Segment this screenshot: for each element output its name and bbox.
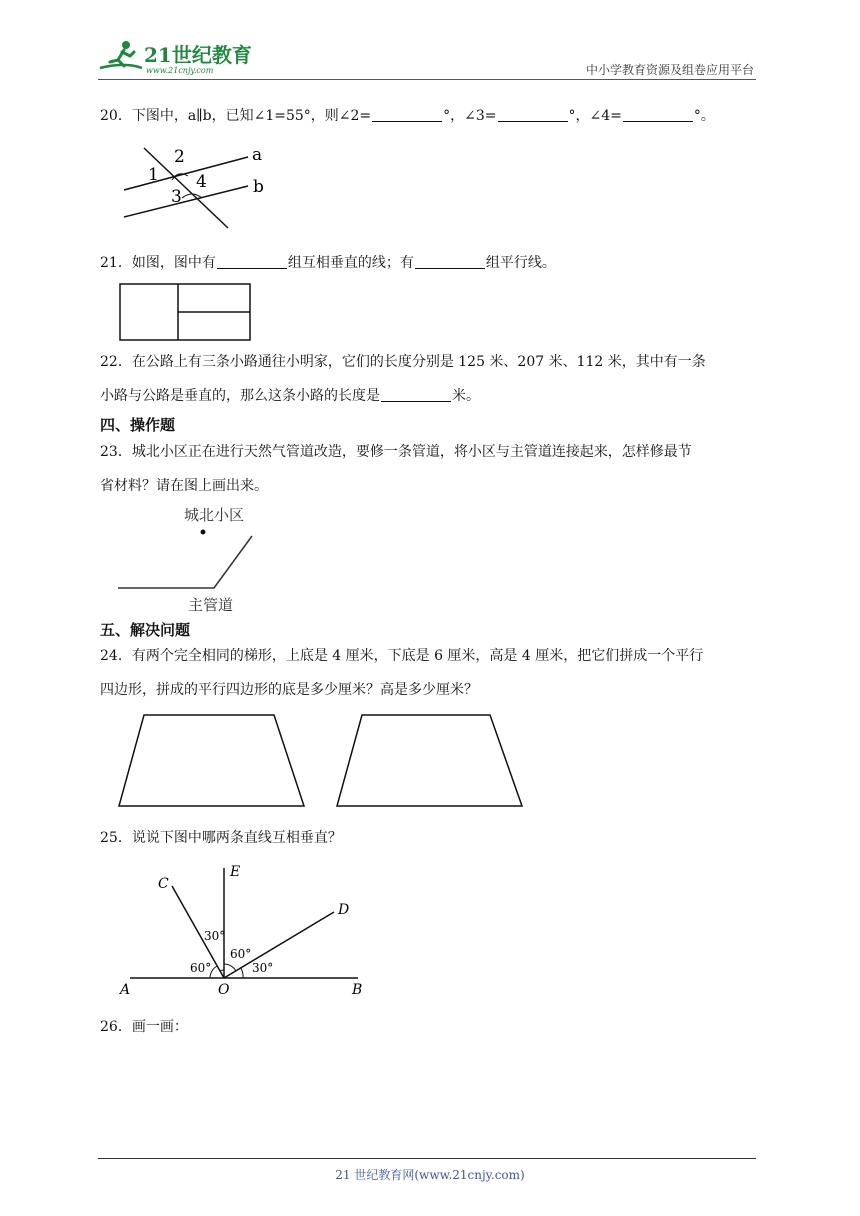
q20-mid2: °，∠4= <box>568 108 622 124</box>
point-label-E: E <box>230 864 241 880</box>
q21-rectangle-figure <box>118 282 254 344</box>
community-point <box>201 530 206 535</box>
angle-label-60-left: 60° <box>190 961 212 975</box>
question-23-line2: 省材料？请在图上画出来。 <box>100 478 268 494</box>
main-pipe-label: 主管道 <box>188 596 234 614</box>
footer-divider <box>98 1158 756 1159</box>
q20-prefix: 20．下图中，a∥b，已知∠1=55°，则∠2= <box>100 108 372 124</box>
line-label-a: a <box>252 145 263 165</box>
line-label-b: b <box>253 177 264 197</box>
question-22-line2 <box>100 386 480 406</box>
question-26: 26．画一画： <box>100 1019 188 1035</box>
footer-text[interactable]: 21 世纪教育网(www.21cnjy.com) <box>335 1168 525 1182</box>
question-24-line2: 四边形，拼成的平行四边形的底是多少厘米？高是多少厘米？ <box>100 682 478 698</box>
q24-trapezoids-figure <box>116 712 528 810</box>
angle-label-30-upper: 30° <box>204 929 226 943</box>
header-platform-text: 中小学教育资源及组卷应用平台 <box>585 63 754 77</box>
runner-logo-icon <box>96 38 266 78</box>
angle-label-60-right: 60° <box>230 947 252 961</box>
point-label-C: C <box>158 876 169 892</box>
trapezoid-left <box>119 715 304 806</box>
question-22-line1: 22．在公路上有三条小路通往小明家，它们的长度分别是 125 米、207 米、112 米，其中有一条 <box>100 354 706 370</box>
transversal-line <box>144 148 228 228</box>
q20-blank-angle4[interactable] <box>623 107 693 122</box>
site-logo <box>96 38 266 78</box>
question-25: 25．说说下图中哪两条直线互相垂直？ <box>100 830 342 846</box>
q21-suffix: 组平行线。 <box>485 255 556 271</box>
q21-blank-parallel[interactable] <box>415 254 485 269</box>
q22-blank-length[interactable] <box>381 387 451 402</box>
point-label-O: O <box>218 982 230 998</box>
q20-blank-angle2[interactable] <box>372 107 442 122</box>
question-21 <box>100 253 556 273</box>
angle-arc <box>241 968 243 978</box>
q20-parallel-lines-figure <box>116 140 276 232</box>
q23-pipe-figure <box>118 500 258 616</box>
q22-suffix: 米。 <box>452 388 480 404</box>
header-divider <box>98 79 756 80</box>
point-label-A: A <box>120 982 131 998</box>
angle-arc <box>224 964 236 971</box>
angle-label-1: 1 <box>148 165 159 185</box>
q20-suffix: °。 <box>693 108 715 124</box>
point-label-B: B <box>352 982 363 998</box>
line-b <box>124 186 248 217</box>
main-pipe-line <box>118 536 252 588</box>
q20-mid1: °，∠3= <box>443 108 497 124</box>
line-a <box>124 157 248 190</box>
question-23-line1: 23．城北小区正在进行天然气管道改造，要修一条管道，将小区与主管道连接起来，怎样修最节 <box>100 444 692 460</box>
section-5-title: 五、解决问题 <box>100 621 191 639</box>
angle-label-30-right: 30° <box>252 961 274 975</box>
question-20 <box>100 106 715 126</box>
community-label: 城北小区 <box>184 506 245 524</box>
point-label-D: D <box>338 902 350 918</box>
logo-url: www.21cnjy.com <box>146 66 214 75</box>
logo-text: 21世纪教育 <box>144 43 252 67</box>
q20-blank-angle3[interactable] <box>498 107 568 122</box>
q25-angles-figure <box>116 860 376 1000</box>
question-24-line1: 24．有两个完全相同的梯形，上底是 4 厘米，下底是 6 厘米，高是 4 厘米，把它们拼成一个平行 <box>100 648 704 664</box>
angle-label-4: 4 <box>196 172 207 192</box>
section-4-title: 四、操作题 <box>100 416 176 434</box>
angle-label-3: 3 <box>171 187 182 207</box>
ray-OD <box>224 912 334 978</box>
trapezoid-right <box>337 715 522 806</box>
angle-label-2: 2 <box>174 147 185 167</box>
q22-prefix: 小路与公路是垂直的，那么这条小路的长度是 <box>100 388 380 404</box>
q21-prefix: 21．如图，图中有 <box>100 255 216 271</box>
q21-blank-perpendicular[interactable] <box>217 254 287 269</box>
q21-mid: 组互相垂直的线；有 <box>287 255 414 271</box>
